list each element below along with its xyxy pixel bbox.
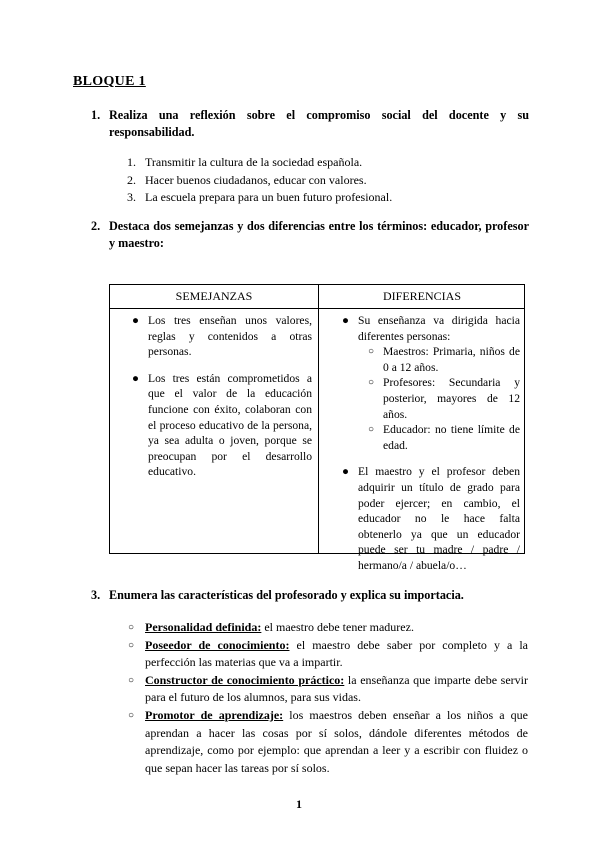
list-item [338, 464, 520, 573]
term: Personalidad definida: [145, 620, 262, 634]
list-item [127, 172, 392, 190]
question-text: Destaca dos semejanzas y dos diferencias entre los términos: educador, profesor y maestro: [109, 219, 529, 250]
list-item [128, 371, 312, 480]
bullet-icon: ● [132, 371, 140, 385]
bullet-icon: ● [342, 465, 350, 479]
description: los maestros deben enseñar a los niños a que aprendan a hacer las cosas por sí solos, dándole diferentes métodos de aprendizaje, como por ejemplo: que aprendan a leer y a escribir con fluidez o que sepan hacer las tareas por sí solos. [145, 707, 528, 775]
description: el maestro debe saber por completo y a la perfección las materias que va a impartir. [145, 637, 528, 670]
term: Constructor de conocimiento práctico: [145, 672, 345, 687]
question-number: 1. [91, 108, 101, 122]
table-divider [318, 285, 319, 553]
hollow-circle-icon: ○ [368, 346, 375, 358]
list-text: Maestros: Primaria, niños de 0 a 12 años. [383, 345, 520, 374]
list-text: Educador: no tiene límite de edad. [383, 423, 520, 452]
list-text: Su enseñanza va dirigida hacia diferentes personas: [358, 314, 520, 343]
bullet-icon: ● [132, 314, 140, 327]
question-number: 2. [91, 219, 101, 233]
list-text: Profesores: Secundaria y posterior, mayores de 12 años. [383, 376, 520, 421]
semejanzas-cell [128, 313, 312, 480]
table-header-diferencias: DIFERENCIAS [382, 289, 461, 303]
description: la enseñanza que imparte debe servir para el futuro de los alumnos, para sus vidas. [145, 672, 528, 705]
list-item [128, 313, 312, 360]
list-item [125, 672, 528, 707]
sub-list-item [338, 344, 520, 375]
term: Poseedor de conocimiento: [145, 637, 290, 652]
term: Promotor de aprendizaje: [145, 707, 284, 722]
hollow-circle-icon: ○ [368, 424, 375, 436]
list-text: El maestro y el profesor deben adquirir un título de grado para poder ejercer; en cambio, el educador no le hace falta obtenerlo ya que un educador puede ser tu madre / padre / hermano/a / abuela/o… [358, 465, 520, 572]
list-number: 2. [127, 172, 136, 187]
list-text: La escuela prepara para un buen futuro profesional. [145, 190, 393, 204]
hollow-circle-icon: ○ [128, 709, 135, 721]
hollow-circle-icon: ○ [128, 639, 135, 651]
comparison-table [109, 284, 525, 572]
characteristics-list [125, 619, 528, 777]
bullet-icon: ● [342, 314, 350, 327]
list-item [127, 189, 392, 207]
list-item [338, 313, 520, 344]
list-number: 1. [127, 155, 136, 169]
list-number: 3. [127, 190, 136, 204]
description: el maestro debe tener madurez. [261, 620, 414, 634]
list-text: Los tres enseñan unos valores, reglas y contenidos a otras personas. [148, 314, 312, 359]
table-header-semejanzas: SEMEJANZAS [175, 289, 253, 303]
question-text: Enumera las características del profesorado y explica su importacia. [109, 588, 464, 602]
list-item [125, 619, 528, 637]
question-text: Realiza una reflexión sobre el compromiso social del docente y su responsabilidad. [109, 108, 529, 139]
list-text: Transmitir la cultura de la sociedad española. [145, 155, 363, 169]
diferencias-cell [338, 313, 520, 574]
list-item [127, 154, 392, 172]
list-item [125, 637, 528, 672]
hollow-circle-icon: ○ [128, 674, 135, 686]
sub-list-item [338, 375, 520, 422]
hollow-circle-icon: ○ [368, 377, 375, 389]
hollow-circle-icon: ○ [128, 622, 135, 633]
answer-1-list [127, 154, 392, 207]
list-text: Hacer buenos ciudadanos, educar con valores. [145, 172, 367, 187]
question-number: 3. [91, 588, 101, 602]
sub-list-item [338, 422, 520, 453]
page-number: 1 [296, 797, 302, 811]
list-item [125, 707, 528, 777]
list-text: Los tres están comprometidos a que el valor de la educación funcione con éxito, colaboran con el proceso educativo de la persona, ya sea adulta o joven, porque se preocupan por el desarrollo educativo. [148, 371, 312, 479]
section-title: BLOQUE 1 [73, 74, 146, 89]
table-header-divider [110, 308, 524, 309]
